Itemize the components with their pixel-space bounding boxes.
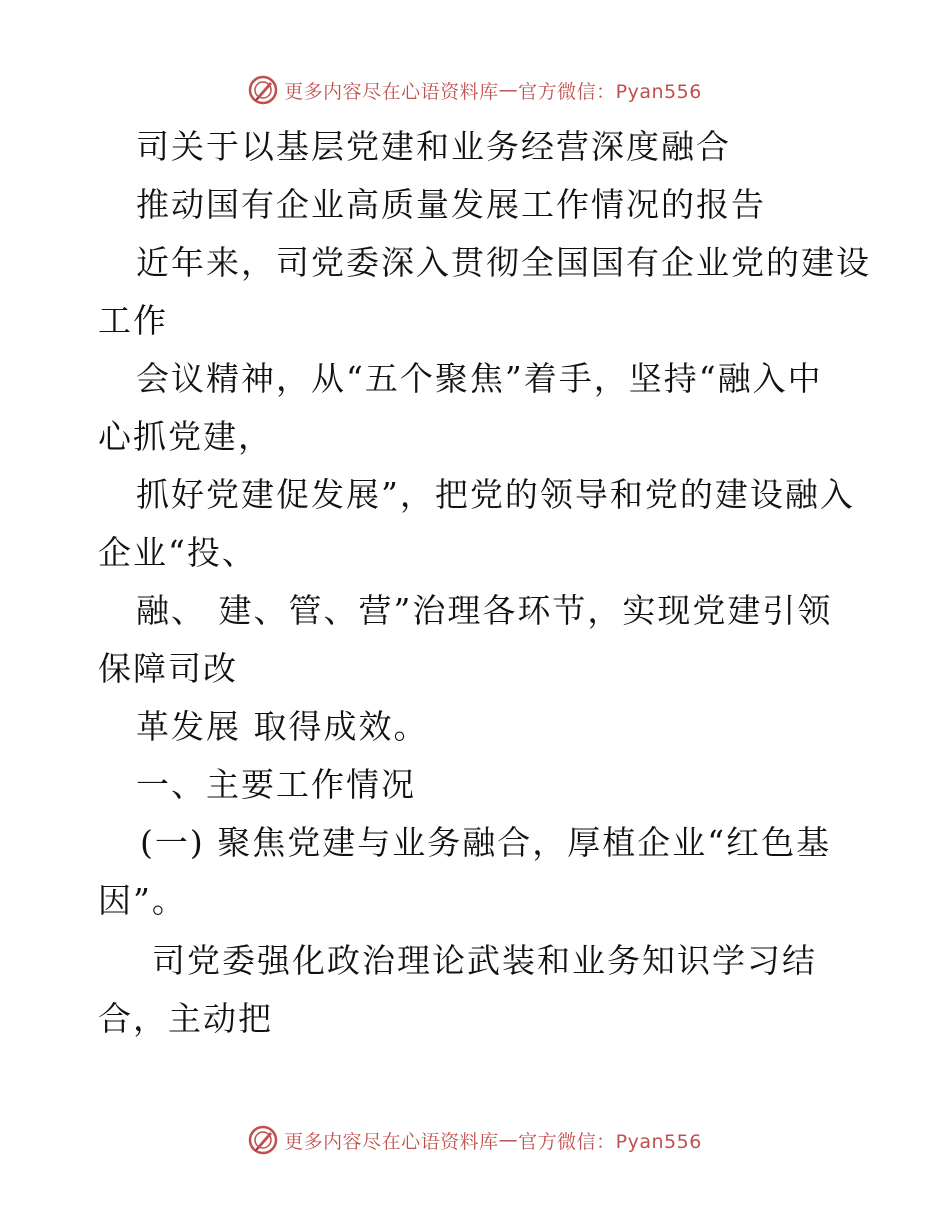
pen-logo-icon	[248, 1125, 278, 1155]
watermark-text: 更多内容尽在心语资料库	[284, 80, 499, 103]
doc-line: 革发展 取得成效。	[136, 707, 429, 746]
doc-line: 司党委强化政治理论武装和业务知识学习结	[152, 941, 817, 980]
doc-line: 心抓党建，	[98, 417, 273, 456]
doc-line: 抓好党建促发展”，把党的领导和党的建设融入	[136, 475, 855, 514]
subsection-heading: (一) 聚焦党建与业务融合，厚植企业“红色基	[140, 823, 832, 862]
doc-line: 保障司改	[98, 649, 238, 688]
doc-line: 推动国有企业高质量发展工作情况的报告	[136, 185, 766, 224]
section-heading: 一、主要工作情况	[136, 765, 416, 804]
doc-line: 企业“投、	[98, 533, 257, 572]
watermark-separator: —	[498, 79, 519, 101]
doc-line: 合，主动把	[98, 999, 273, 1038]
doc-line: 会议精神，从“五个聚焦”着手，坚持“融入中	[136, 359, 823, 398]
watermark-wechat: 官方微信：Pyan556	[518, 1130, 702, 1153]
watermark-text: 更多内容尽在心语资料库	[284, 1130, 499, 1153]
footer-watermark	[0, 1120, 950, 1160]
pen-logo-icon	[248, 75, 278, 105]
doc-line: 融、 建、管、营”治理各环节，实现党建引领	[136, 591, 833, 630]
watermark-wechat: 官方微信：Pyan556	[518, 80, 702, 103]
watermark-separator: —	[498, 1129, 519, 1151]
doc-line: 因”。	[98, 881, 187, 920]
doc-line: 近年来，司党委深入贯彻全国国有企业党的建设	[136, 243, 871, 282]
header-watermark	[0, 70, 950, 110]
doc-line: 司关于以基层党建和业务经营深度融合	[136, 127, 731, 166]
doc-line: 工作	[98, 301, 168, 340]
